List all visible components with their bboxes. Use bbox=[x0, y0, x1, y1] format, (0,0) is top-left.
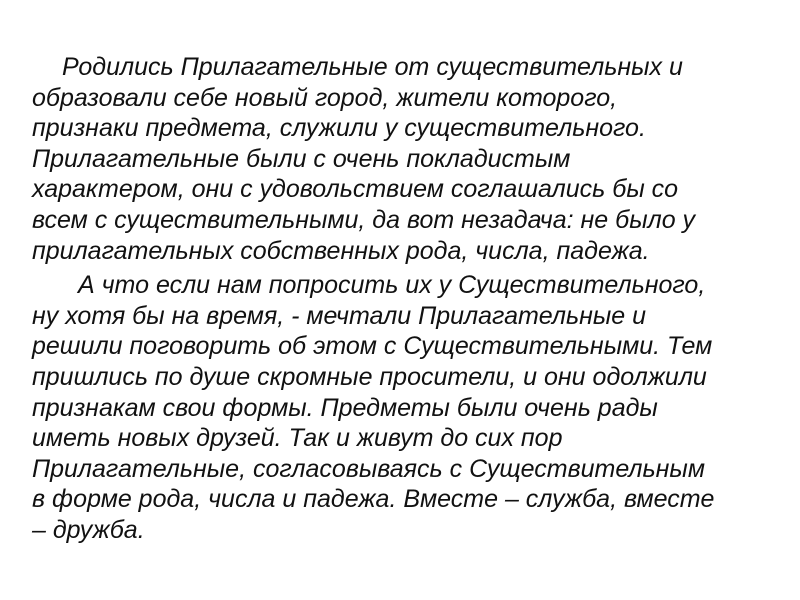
text-line: признаки предмета, служили у существительного. bbox=[32, 114, 646, 143]
paragraph-1 bbox=[32, 52, 782, 266]
text-line: Прилагательные были с очень покладистым bbox=[32, 144, 571, 173]
text-line: А что если нам попросить их у Существительного, bbox=[78, 271, 706, 300]
text-line: иметь новых друзей. Так и живут до сих пор bbox=[32, 424, 563, 453]
paragraph-2 bbox=[32, 270, 782, 545]
text-line: Прилагательные, согласовываясь с Существительным bbox=[32, 454, 705, 483]
text-line: прилагательных собственных рода, числа, падежа. bbox=[32, 236, 650, 265]
text-line: признакам свои формы. Предметы были очень рады bbox=[32, 393, 658, 422]
text-line: всем с существительными, да вот незадача: не было у bbox=[32, 205, 696, 234]
text-block bbox=[32, 52, 782, 546]
text-line: в форме рода, числа и падежа. Вместе – служба, вместе bbox=[32, 485, 715, 514]
text-line: Родились Прилагательные от существительных и bbox=[62, 53, 683, 81]
text-line: пришлись по душе скромные просители, и они одолжили bbox=[32, 362, 707, 391]
text-line: образовали себе новый город, жители которого, bbox=[32, 83, 618, 112]
text-line: – дружба. bbox=[32, 515, 145, 544]
text-line: характером, они с удовольствием соглашались бы со bbox=[32, 175, 679, 204]
text-line: ну хотя бы на время, - мечтали Прилагательные и bbox=[32, 301, 647, 330]
text-line: решили поговорить об этом с Существительными. Тем bbox=[32, 332, 713, 361]
